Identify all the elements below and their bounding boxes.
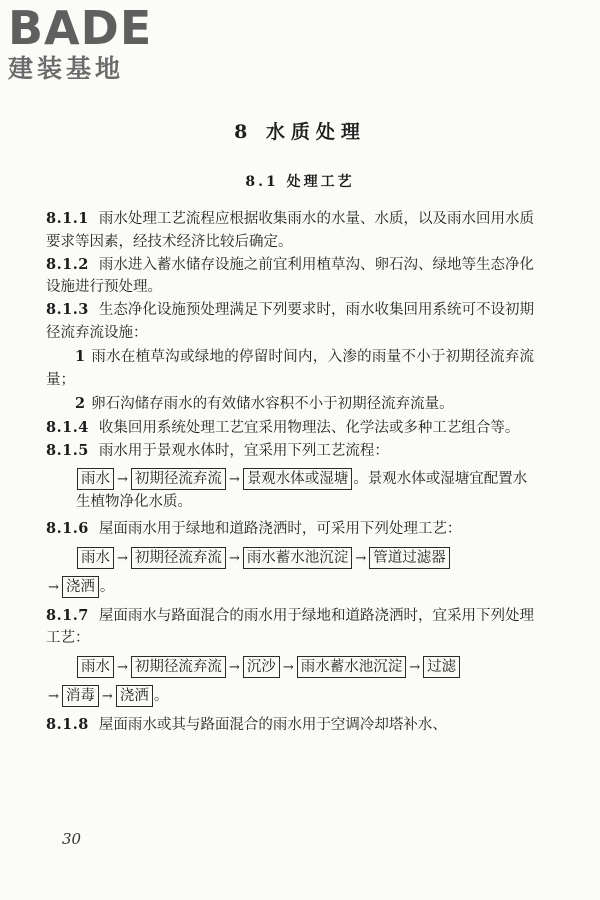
clause-number: 8.1.8 [46,715,89,733]
flow-step: 景观水体或湿塘 [243,468,353,490]
flow-end: 。 [99,578,115,595]
clause-text: 收集回用系统处理工艺宜采用物理法、化学法或多种工艺组合等。 [98,419,520,436]
clause-number: 8.1.3 [46,301,89,318]
flow-step: 雨水 [77,656,114,678]
clause-8-1-1 [46,208,534,253]
page-number: 30 [62,830,82,848]
flow-step: 浇洒 [116,685,153,707]
bade-logo [8,2,178,84]
flow-step: 沉沙 [243,656,280,678]
clause-8-1-3 [46,299,534,344]
clause-text: 雨水进入蓄水储存设施之前宜利用植草沟、卵石沟、绿地等生态净化设施进行预处理。 [46,256,534,295]
chapter-title: 8 水质处理 [234,121,366,143]
arrow-icon: → [101,688,113,704]
clause-number: 8.1.1 [46,210,89,227]
flow-step: 消毒 [62,685,99,707]
flow-step: 浇洒 [62,576,99,598]
flow-8-1-6 [46,547,534,599]
arrow-icon: → [409,659,421,675]
clause-number: 8.1.2 [46,255,89,273]
flow-step: 雨水蓄水池沉淀 [243,547,353,569]
logo-wordmark: BADE [8,1,153,55]
arrow-icon: → [282,659,294,675]
arrow-icon: → [48,688,59,704]
arrow-icon: → [117,550,128,566]
document-body [46,208,534,737]
item-number: 1 [75,348,86,365]
flow-step: 雨水蓄水池沉淀 [297,656,407,678]
clause-8-1-4 [46,417,534,440]
arrow-icon: → [355,550,367,566]
arrow-icon: → [117,472,128,487]
clause-text: 雨水处理工艺流程应根据收集雨水的水量、水质，以及雨水回用水质要求等因素，经技术经济比较后确定。 [46,211,534,250]
flow-end: 。 [153,687,169,704]
clause-text: 屋面雨水用于绿地和道路浇洒时，可采用下列处理工艺： [98,521,462,537]
item-text: 卵石沟储存雨水的有效储水容积不小于初期径流弃流量。 [91,396,454,412]
flow-step: 初期径流弃流 [131,547,226,569]
flow-step: 雨水 [77,547,114,569]
flow-step: 初期径流弃流 [131,468,226,490]
flow-8-1-7 [46,656,534,708]
clause-number: 8.1.6 [46,520,89,537]
item-text: 雨水在植草沟或绿地的停留时间内，入渗的雨量不小于初期径流弃流量； [46,349,534,388]
clause-8-1-3-item-1 [46,346,534,391]
logo-subtitle: 建装基地 [8,54,125,83]
clause-8-1-2 [46,254,534,299]
clause-text: 屋面雨水与路面混合的雨水用于绿地和道路浇洒时，宜采用下列处理工艺： [46,607,534,646]
flow-8-1-5 [76,468,534,514]
clause-text: 生态净化设施预处理满足下列要求时，雨水收集回用系统可不设初期径流弃流设施： [46,302,534,341]
clause-8-1-8 [46,714,534,737]
clause-number: 8.1.4 [46,418,89,436]
clause-8-1-7 [46,605,534,650]
flow-step: 雨水 [77,468,114,490]
arrow-icon: → [48,579,59,595]
clause-8-1-6 [46,518,534,541]
clause-8-1-3-item-2 [46,393,534,416]
clause-text: 屋面雨水或其与路面混合的雨水用于空调冷却塔补水、 [98,716,447,733]
clause-text: 雨水用于景观水体时，宜采用下列工艺流程： [98,442,389,459]
arrow-icon: → [228,472,240,487]
arrow-icon: → [228,550,240,566]
item-number: 2 [75,395,86,412]
flow-step: 过滤 [423,656,460,678]
arrow-icon: → [228,659,240,675]
clause-8-1-5 [46,440,534,463]
clause-number: 8.1.7 [46,606,89,624]
flow-step: 管道过滤器 [369,547,450,569]
flow-step: 初期径流弃流 [131,656,226,678]
section-title: 8.1 处理工艺 [245,174,355,190]
clause-number: 8.1.5 [46,441,89,459]
arrow-icon: → [117,659,128,675]
flow-note: 。景观水体或湿塘宜配置水生植物净化水质。 [76,471,528,510]
